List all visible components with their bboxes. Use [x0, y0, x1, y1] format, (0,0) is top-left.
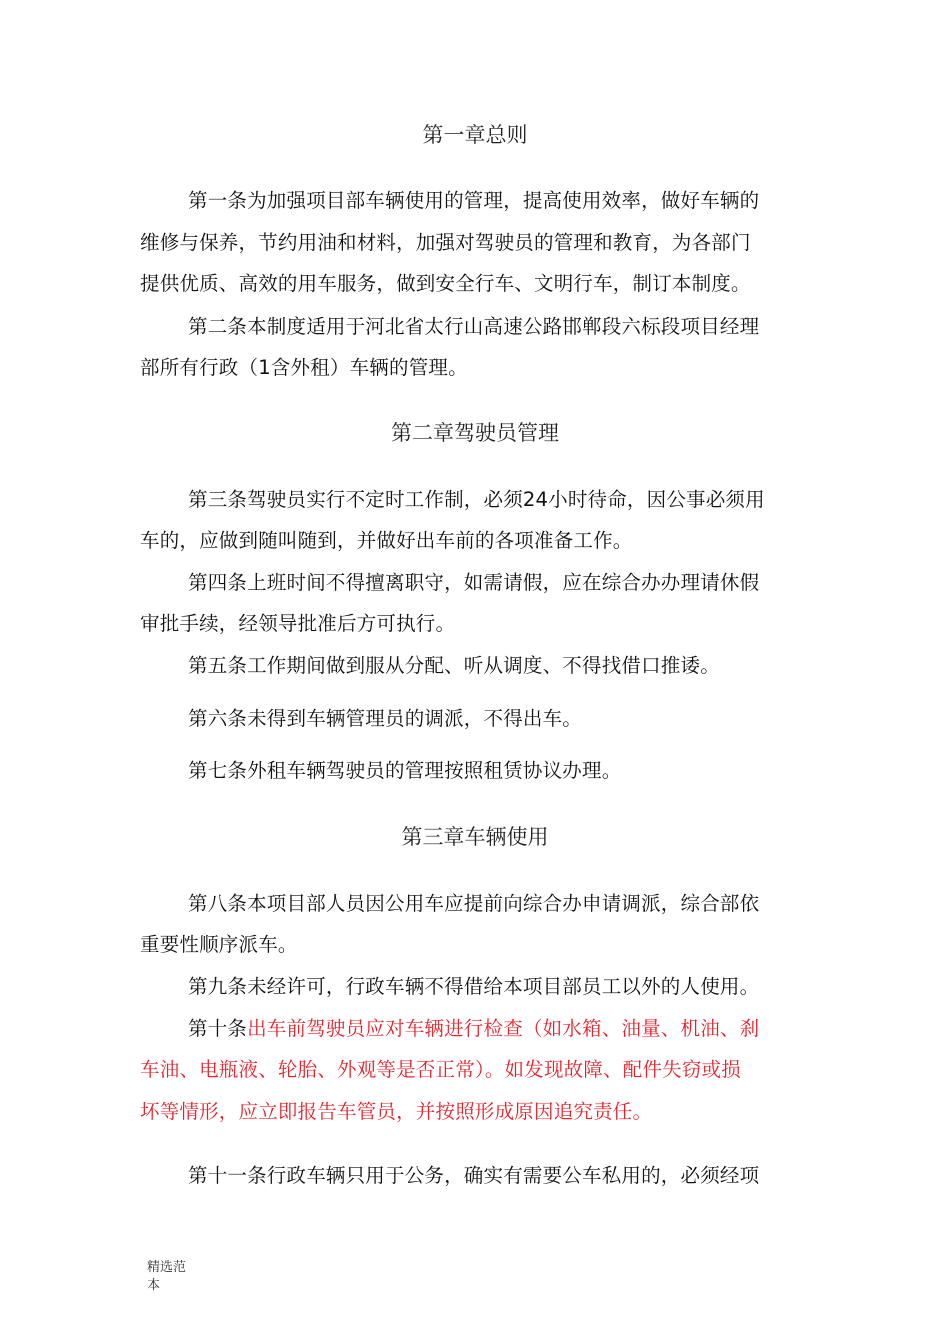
article-5-line-1: 第五条工作期间做到服从分配、听从调度、不得找借口推诿。: [188, 654, 720, 677]
footer-label-line-2: 本: [147, 1278, 161, 1293]
article-1-line-1: 第一条为加强项目部车辆使用的管理，提高使用效率，做好车辆的: [188, 189, 760, 212]
chapter-1-title: 第一章总则: [422, 123, 528, 147]
article-7-line-1: 第七条外租车辆驾驶员的管理按照租赁协议办理。: [188, 759, 622, 782]
article-10-line-3: 坏等情形，应立即报告车管员，并按照形成原因追究责任。: [140, 1100, 653, 1123]
article-10-line-2: 车油、电瓶液、轮胎、外观等是否正常）。如发现故障、配件失窃或损: [140, 1058, 741, 1081]
article-8-line-2: 重要性顺序派车。: [140, 933, 298, 956]
article-9-line-1: 第九条未经许可，行政车辆不得借给本项目部员工以外的人使用。: [188, 975, 760, 998]
article-10-prefix: 第十条: [188, 1017, 248, 1040]
article-4-line-2: 审批手续，经领导批准后方可执行。: [140, 612, 456, 635]
article-2-line-1: 第二条本制度适用于河北省太行山高速公路邯郸段六标段项目经理: [188, 315, 760, 338]
article-4-line-1: 第四条上班时间不得擅离职守，如需请假，应在综合办办理请休假: [188, 571, 760, 594]
article-1-line-3: 提供优质、高效的用车服务，做到安全行车、文明行车，制订本制度。: [140, 272, 751, 295]
article-10-highlight-1: 出车前驾驶员应对车辆进行检查（如水箱、油量、机油、刹: [247, 1017, 760, 1040]
chapter-3-title: 第三章车辆使用: [401, 825, 549, 849]
article-6-line-1: 第六条未得到车辆管理员的调派，不得出车。: [188, 707, 583, 730]
footer-label-line-1: 精选范: [147, 1260, 187, 1275]
article-2-line-2: 部所有行政（1含外租）车辆的管理。: [140, 356, 468, 379]
article-8-line-1: 第八条本项目部人员因公用车应提前向综合办申请调派，综合部依: [188, 892, 760, 915]
article-3-line-1: 第三条驾驶员实行不定时工作制，必须24小时待命，因公事必须用: [188, 488, 765, 511]
article-3-line-2: 车的，应做到随叫随到，并做好出车前的各项准备工作。: [140, 529, 633, 552]
chapter-2-title: 第二章驾驶员管理: [391, 421, 559, 445]
article-11-line-1: 第十一条行政车辆只用于公务，确实有需要公车私用的，必须经项: [188, 1164, 760, 1187]
article-10-line-1: [188, 1013, 759, 1041]
article-1-line-2: 维修与保养，节约用油和材料，加强对驾驶员的管理和教育，为各部门: [140, 231, 751, 254]
